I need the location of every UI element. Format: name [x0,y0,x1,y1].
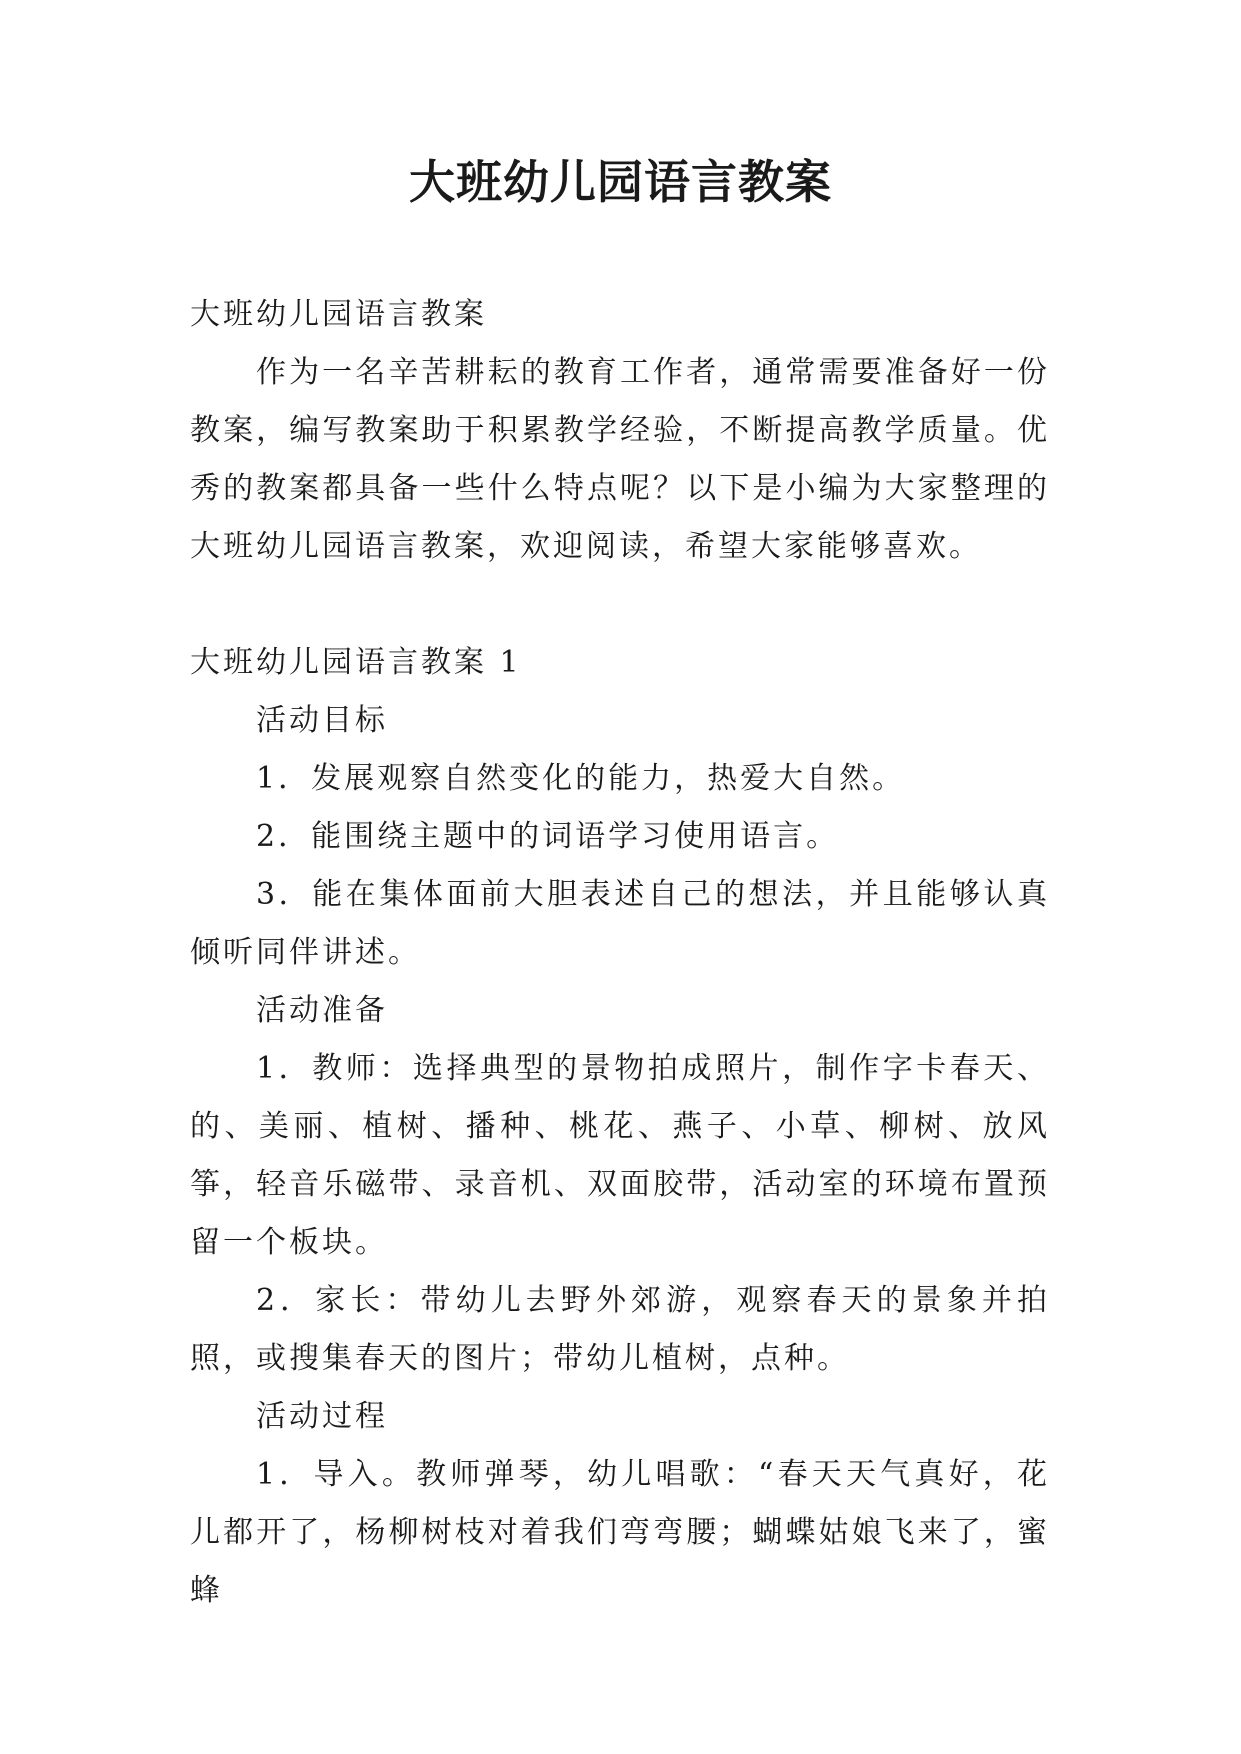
intro-paragraph: 作为一名辛苦耕耘的教育工作者，通常需要准备好一份教案，编写教案助于积累教学经验，不断提高教学质量。优秀的教案都具备一些什么特点呢？以下是小编为大家整理的大班幼儿园语言教案，欢迎阅读，希望大家能够喜欢。 [190,355,1050,564]
document-title: 大班幼儿园语言教案 [409,155,832,209]
section-spacer [190,576,1050,634]
goal-item: 1．发展观察自然变化的能力，热爱大自然。 [256,761,906,796]
subtitle: 大班幼儿园语言教案 [190,297,487,332]
goal-item: 2．能围绕主题中的词语学习使用语言。 [256,819,840,854]
section-heading: 大班幼儿园语言教案 1 [190,645,522,680]
prep-item: 1．教师：选择典型的景物拍成照片，制作字卡春天、的、美丽、植树、播种、桃花、燕子、小草、柳树、放风筝，轻音乐磁带、录音机、双面胶带，活动室的环境布置预留一个板块。 [190,1051,1050,1260]
process-heading: 活动过程 [256,1399,388,1434]
goals-heading: 活动目标 [256,703,388,738]
prep-heading: 活动准备 [256,993,388,1028]
document-body [190,286,1050,1620]
goal-item: 3．能在集体面前大胆表述自己的想法，并且能够认真倾听同伴讲述。 [190,877,1050,970]
prep-item: 2．家长：带幼儿去野外郊游，观察春天的景象并拍照，或搜集春天的图片；带幼儿植树，点种。 [190,1283,1050,1376]
process-item: 1．导入。教师弹琴，幼儿唱歌：“春天天气真好，花儿都开了，杨柳树枝对着我们弯弯腰；蝴蝶姑娘飞来了，蜜蜂 [190,1457,1050,1608]
